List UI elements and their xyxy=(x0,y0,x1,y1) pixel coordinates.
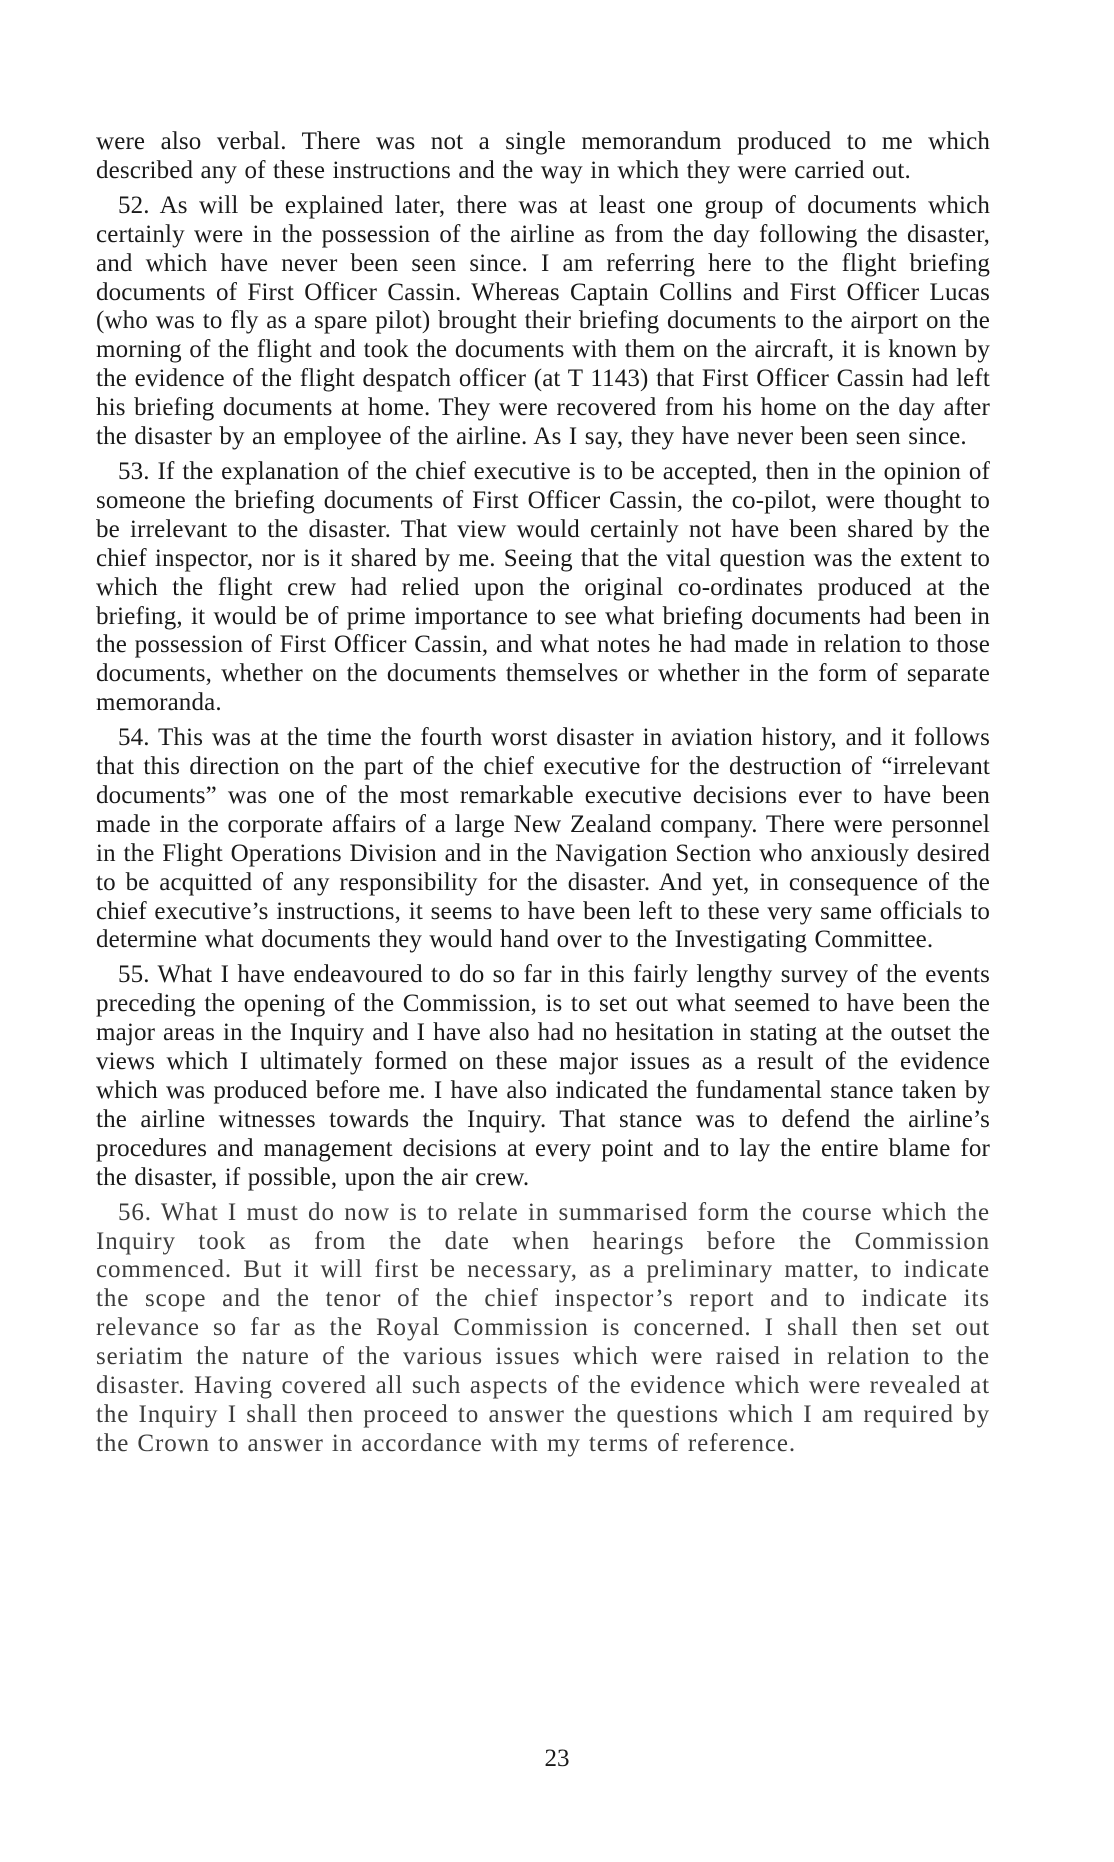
document-body xyxy=(96,128,990,1465)
paragraph-52: 52. As will be explained later, there was at least one group of documents which certainly were in the possession of the airline as from the day following the disaster, and which have never been seen since. I am referring here to the flight briefing documents of First Officer Cassin. Whereas Captain Collins and First Officer Lucas (who was to fly as a spare pilot) brought their briefing documents to the airport on the morning of the flight and took the documents with them on the aircraft, it is known by the evidence of the flight despatch officer (at T 1143) that First Officer Cassin had left his briefing documents at home. They were recovered from his home on the day after the disaster by an employee of the airline. As I say, they have never been seen since. xyxy=(96,191,990,451)
paragraph-53: 53. If the explanation of the chief executive is to be accepted, then in the opinion of someone the briefing documents of First Officer Cassin, the co-pilot, were thought to be irrelevant to the disaster. That view would certainly not have been shared by the chief inspector, nor is it shared by me. Seeing that the vital question was the extent to which the flight crew had relied upon the original co-ordinates produced at the briefing, it would be of prime importance to see what briefing documents had been in the possession of First Officer Cassin, and what notes he had made in relation to those documents, whether on the documents themselves or whether in the form of separate memoranda. xyxy=(96,457,990,717)
paragraph-54: 54. This was at the time the fourth worst disaster in aviation history, and it follows that this direction on the part of the chief executive for the destruction of “irrelevant documents” was one of the most remarkable executive decisions ever to have been made in the corporate affairs of a large New Zealand company. There were personnel in the Flight Operations Division and in the Navigation Section who anxiously desired to be acquitted of any responsibility for the disaster. And yet, in consequence of the chief executive’s instructions, it seems to have been left to these very same officials to determine what documents they would hand over to the Investigating Committee. xyxy=(96,724,990,954)
paragraph-55: 55. What I have endeavoured to do so far in this fairly lengthy survey of the events preceding the opening of the Commission, is to set out what seemed to have been the major areas in the Inquiry and I have also had no hesitation in stating at the outset the views which I ultimately formed on these major issues as a result of the evidence which was produced before me. I have also indicated the fundamental stance taken by the airline witnesses towards the Inquiry. That stance was to defend the airline’s procedures and management decisions at every point and to lay the entire blame for the disaster, if possible, upon the air crew. xyxy=(96,961,990,1191)
page-number: 23 xyxy=(544,1745,570,1772)
paragraph-continued: were also verbal. There was not a single memorandum produced to me which described any of these instructions and the way in which they were carried out. xyxy=(96,128,990,184)
paragraph-56: 56. What I must do now is to relate in summarised form the course which the Inquiry took as from the date when hearings before the Commission commenced. But it will first be necessary, as a preliminary matter, to indicate the scope and the tenor of the chief inspector’s report and to indicate its relevance so far as the Royal Commission is concerned. I shall then set out seriatim the nature of the various issues which were raised in relation to the disaster. Having covered all such aspects of the evidence which were revealed at the Inquiry I shall then proceed to answer the questions which I am required by the Crown to answer in accordance with my terms of reference. xyxy=(96,1198,990,1457)
